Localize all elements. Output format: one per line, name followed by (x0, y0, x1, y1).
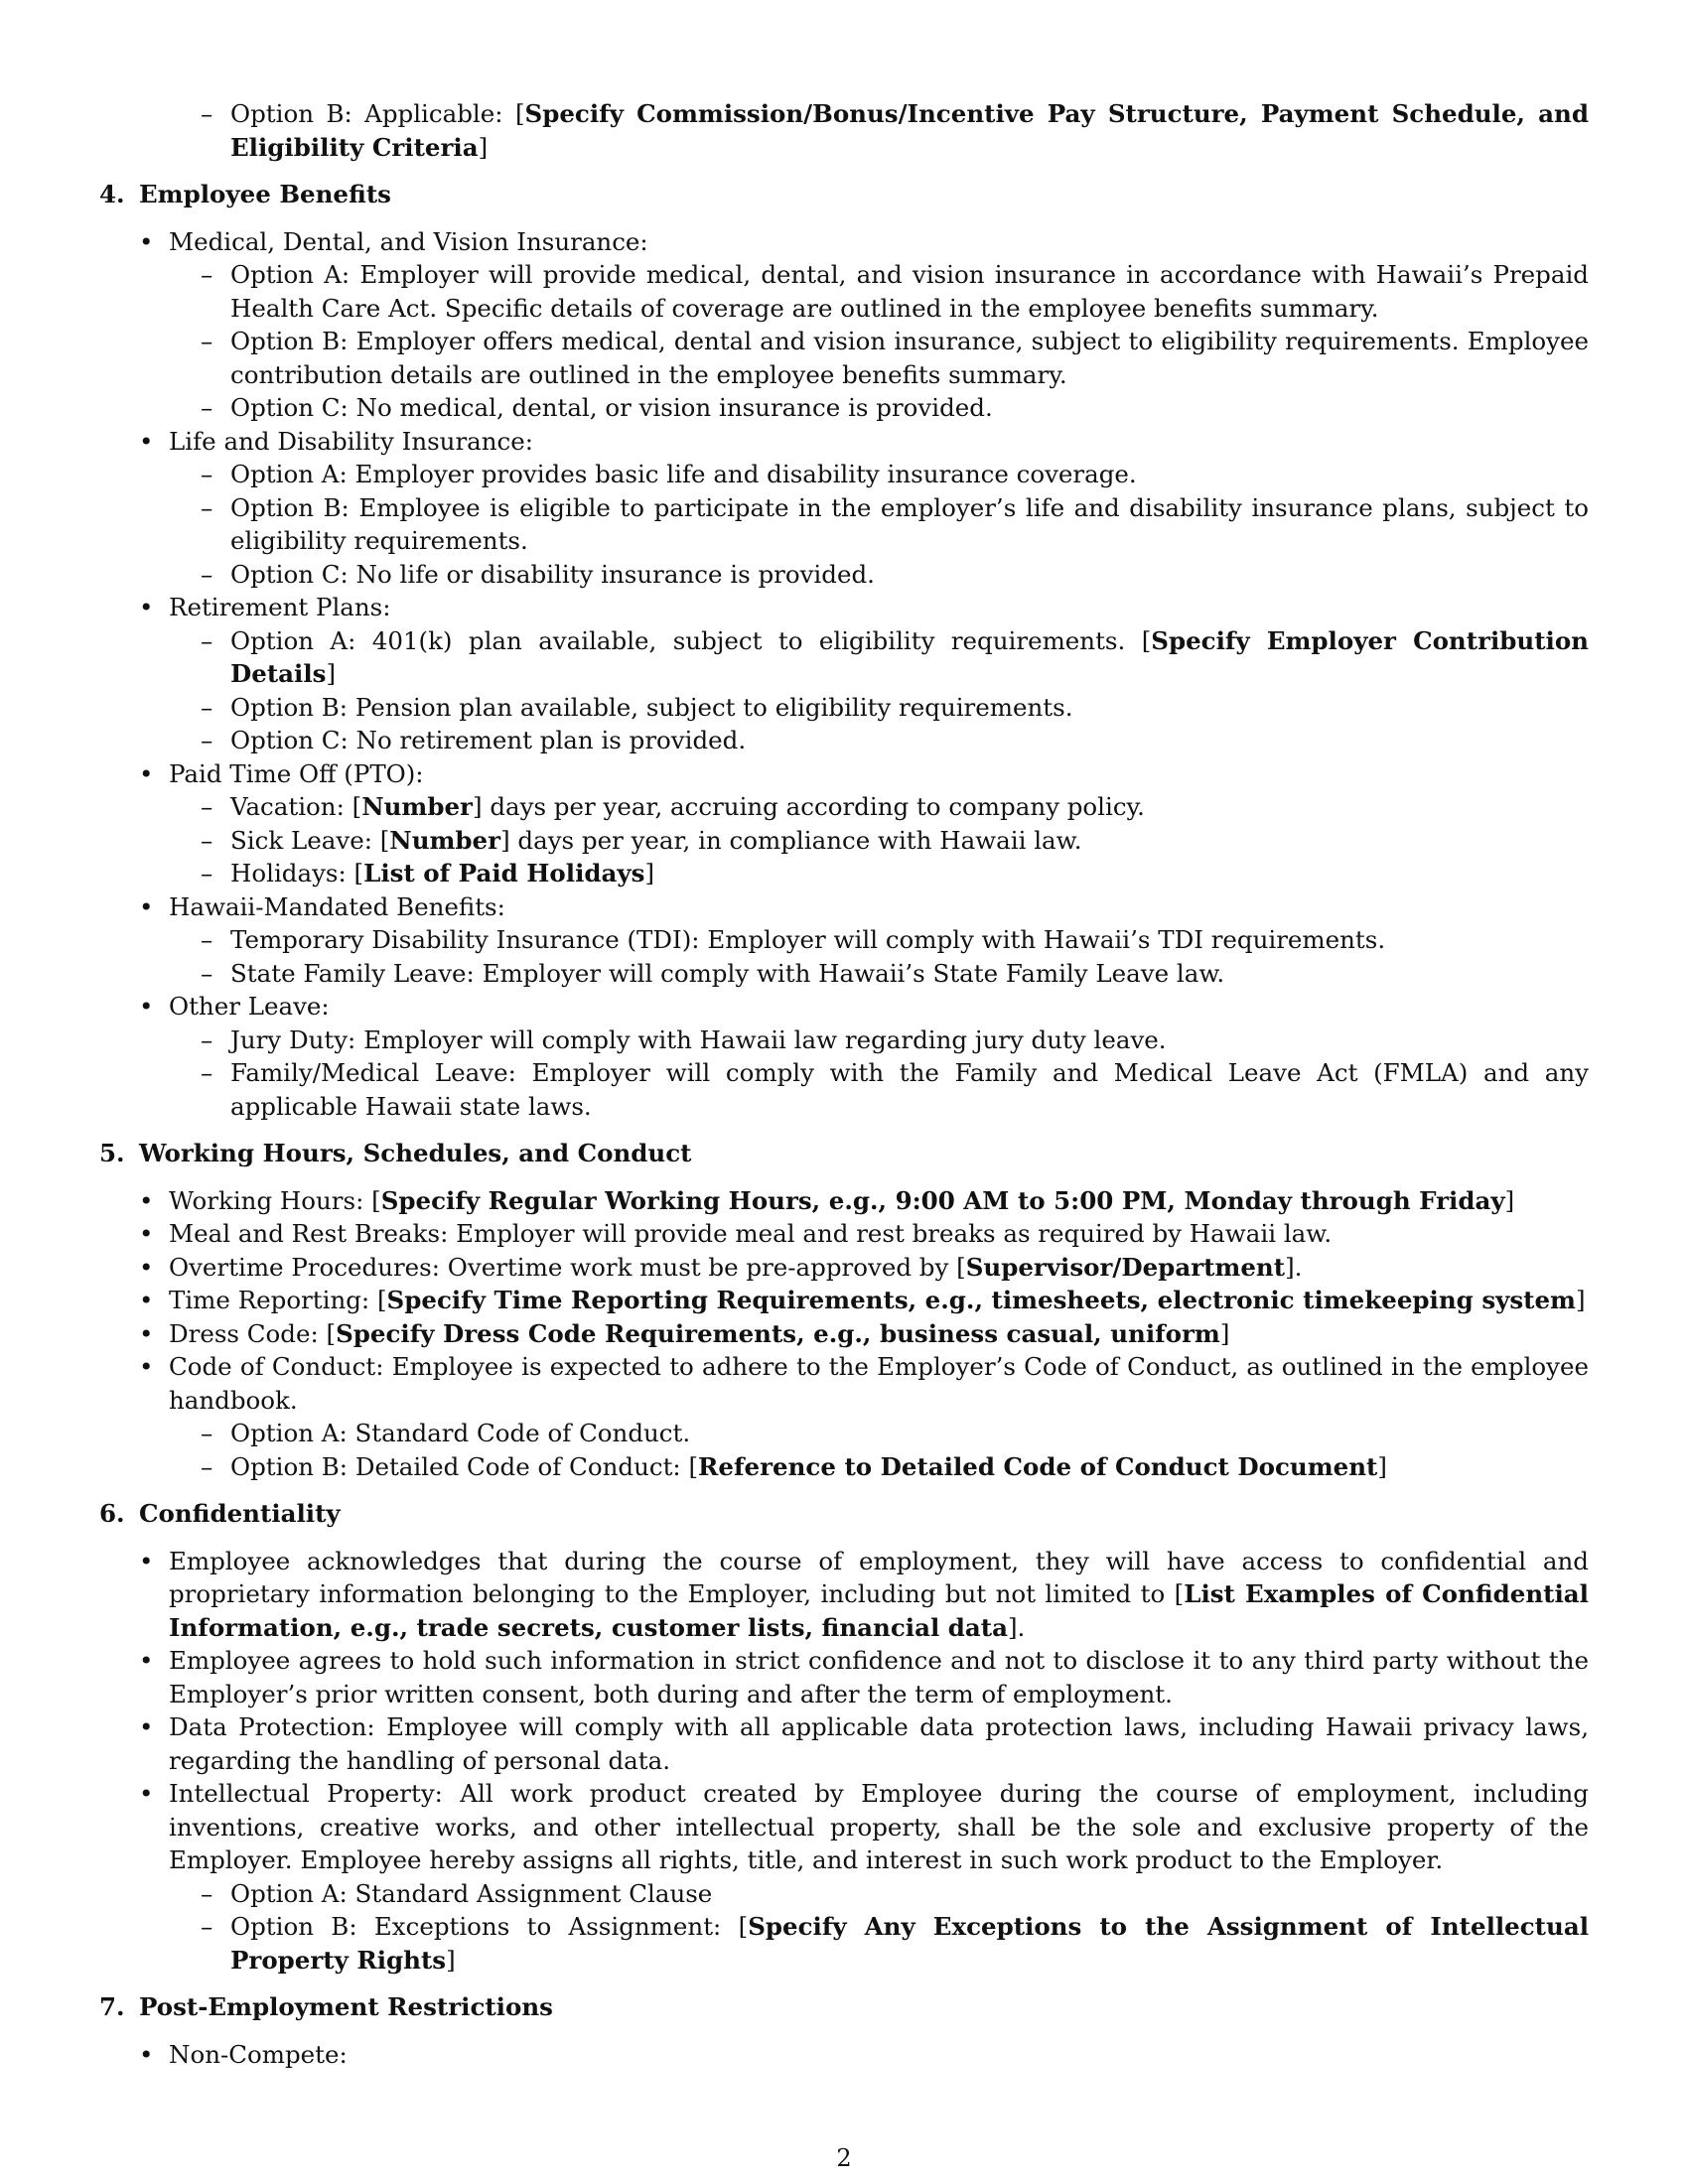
list-item: • Overtime Procedures: Overtime work must be pre-approved by [Supervisor/Department]. (99, 1251, 1589, 1285)
list-item: – Vacation: [Number] days per year, accruing according to company policy. (169, 790, 1589, 824)
list-item: • Medical, Dental, and Vision Insurance: – Option A: Employer will provide medical, dental, and vision insurance in accordance with Hawaii’s Prepaid Health Care Act. Specific details of coverage are outlined in the employee benefits summary. – Option B: Employer offers medical, dental and vision insurance, subject to eligibility requirements. Employee contribution details are outlined in the employee benefits summary. – Option C: No medical, dental, or vision insurance is provided. (99, 225, 1589, 425)
list-item: – Option B: Employee is eligible to participate in the employer’s life and disability insurance plans, subject to eligibility requirements. (169, 491, 1589, 558)
section-heading: 4. Employee Benefits (99, 180, 391, 208)
list-item: • Time Reporting: [Specify Time Reporting Requirements, e.g., timesheets, electronic timekeeping system] (99, 1284, 1589, 1317)
list-item: • Non-Compete: (99, 2038, 1589, 2072)
list-item: – Option A: Standard Code of Conduct. (169, 1417, 1589, 1450)
list-item: – Option C: No medical, dental, or vision insurance is provided. (169, 391, 1589, 425)
document-body (99, 97, 1589, 2071)
list-item: – Option B: Employer offers medical, dental and vision insurance, subject to eligibility requirements. Employee contribution details are outlined in the employee benefits summary. (169, 325, 1589, 391)
list-item: • Paid Time Off (PTO): – Vacation: [Number] days per year, accruing according to company policy. – Sick Leave: [Number] days per year, in compliance with Hawaii law. – Holidays: [List of Paid Holidays] (99, 757, 1589, 890)
list-item: • Retirement Plans: – Option A: 401(k) plan available, subject to eligibility requirements. [Specify Employer Contribution Details] – Option B: Pension plan available, subject to eligibility requirements. – Option C: No retirement plan is provided. (99, 591, 1589, 757)
post-employment-list (99, 2038, 1589, 2072)
section-heading: 5. Working Hours, Schedules, and Conduct (99, 1139, 692, 1167)
list-item: – Option A: Standard Assignment Clause (169, 1877, 1589, 1911)
confidentiality-list (99, 1545, 1589, 1978)
list-item: • Life and Disability Insurance: – Option A: Employer provides basic life and disability insurance coverage. – Option B: Employee is eligible to participate in the employer’s life and disability insurance plans, subject to eligibility requirements. – Option C: No life or disability insurance is provided. (99, 425, 1589, 592)
list-item: – Option B: Applicable: [Specify Commission/Bonus/Incentive Pay Structure, Payment Schedule, and Eligibility Criteria] (99, 97, 1589, 164)
list-item: – Sick Leave: [Number] days per year, in compliance with Hawaii law. (169, 824, 1589, 858)
list-item: • Hawaii-Mandated Benefits: – Temporary Disability Insurance (TDI): Employer will comply with Hawaii’s TDI requirements. – State Family Leave: Employer will comply with Hawaii’s State Family Leave law. (99, 890, 1589, 991)
list-item: – Option A: 401(k) plan available, subject to eligibility requirements. [Specify Employer Contribution Details] (169, 624, 1589, 691)
list-item: – Holidays: [List of Paid Holidays] (169, 857, 1589, 890)
section-heading: 6. Confidentiality (99, 1499, 341, 1528)
section-3-tail (99, 97, 1589, 164)
list-item: • Code of Conduct: Employee is expected to adhere to the Employer’s Code of Conduct, as outlined in the employee handbook. – Option A: Standard Code of Conduct. – Option B: Detailed Code of Conduct: [Reference to Detailed Code of Conduct Document] (99, 1350, 1589, 1483)
list-item: – Option B: Exceptions to Assignment: [Specify Any Exceptions to the Assignment of Intellectual Property Rights] (169, 1910, 1589, 1977)
list-item: • Dress Code: [Specify Dress Code Requirements, e.g., business casual, uniform] (99, 1317, 1589, 1351)
list-item: – Option C: No life or disability insurance is provided. (169, 558, 1589, 592)
list-item: • Other Leave: – Jury Duty: Employer will comply with Hawaii law regarding jury duty leave. – Family/Medical Leave: Employer will comply with the Family and Medical Leave Act (FMLA) and any applicable Hawaii state laws. (99, 990, 1589, 1123)
list-item: • Intellectual Property: All work product created by Employee during the course of employment, including inventions, creative works, and other intellectual property, shall be the sole and exclusive property of the Employer. Employee hereby assigns all rights, title, and interest in such work product to the Employer. – Option A: Standard Assignment Clause – Option B: Exceptions to Assignment: [Specify Any Exceptions to the Assignment of Intellectual Property Rights] (99, 1777, 1589, 1977)
list-item: – State Family Leave: Employer will comply with Hawaii’s State Family Leave law. (169, 957, 1589, 991)
list-item: • Working Hours: [Specify Regular Working Hours, e.g., 9:00 AM to 5:00 PM, Monday through Friday] (99, 1184, 1589, 1218)
list-item: – Option B: Detailed Code of Conduct: [Reference to Detailed Code of Conduct Document] (169, 1450, 1589, 1484)
section-heading: 7. Post-Employment Restrictions (99, 1992, 553, 2021)
list-item: – Jury Duty: Employer will comply with Hawaii law regarding jury duty leave. (169, 1024, 1589, 1057)
list-item: • Employee agrees to hold such information in strict confidence and not to disclose it to any third party without the Employer’s prior written consent, both during and after the term of employment. (99, 1644, 1589, 1710)
list-item: – Option A: Employer will provide medical, dental, and vision insurance in accordance with Hawaii’s Prepaid Health Care Act. Specific details of coverage are outlined in the employee benefits summary. (169, 258, 1589, 325)
list-item: • Meal and Rest Breaks: Employer will provide meal and rest breaks as required by Hawaii law. (99, 1217, 1589, 1251)
list-item: – Option B: Pension plan available, subject to eligibility requirements. (169, 691, 1589, 725)
list-item: • Employee acknowledges that during the course of employment, they will have access to confidential and proprietary information belonging to the Employer, including but not limited to [List Examples of Confidential Information, e.g., trade secrets, customer lists, financial data]. (99, 1545, 1589, 1645)
list-item: – Option C: No retirement plan is provided. (169, 724, 1589, 757)
list-item: – Family/Medical Leave: Employer will comply with the Family and Medical Leave Act (FMLA) and any applicable Hawaii state laws. (169, 1056, 1589, 1123)
list-item: • Data Protection: Employee will comply with all applicable data protection laws, including Hawaii privacy laws, regarding the handling of personal data. (99, 1710, 1589, 1777)
page-number: 2 (836, 2144, 852, 2172)
list-item: – Option A: Employer provides basic life and disability insurance coverage. (169, 458, 1589, 491)
working-hours-list (99, 1184, 1589, 1484)
list-item: – Temporary Disability Insurance (TDI): Employer will comply with Hawaii’s TDI requirements. (169, 923, 1589, 957)
benefits-list (99, 225, 1589, 1124)
